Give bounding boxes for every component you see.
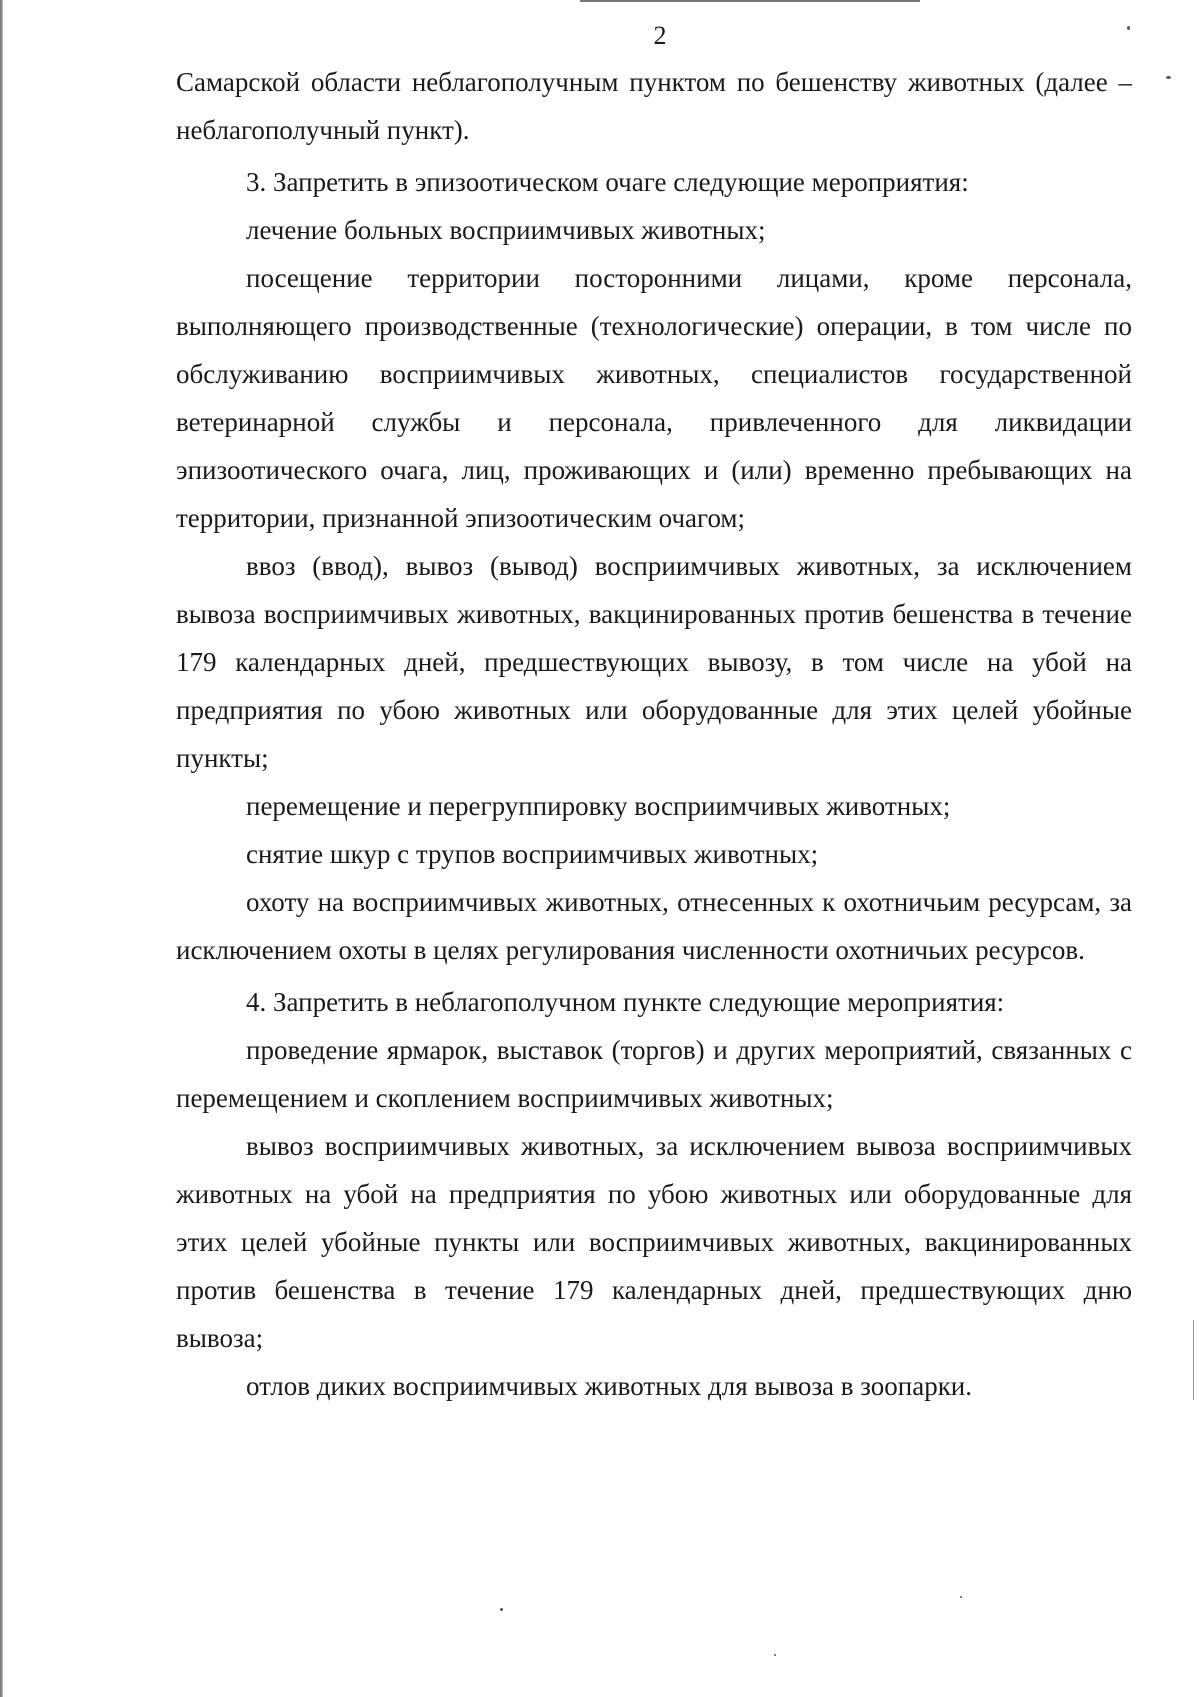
document-body — [176, 58, 1132, 1410]
paragraph-treatment: лечение больных восприимчивых животных; — [246, 215, 766, 245]
paragraph-trapping: отлов диких восприимчивых животных для вывоза в зоопарки. — [246, 1371, 973, 1401]
scan-edge-top — [580, 0, 920, 2]
paragraph-fairs: проведение ярмарок, выставок (торгов) и других мероприятий, связанных с перемещением и скоплением восприимчивых животных; — [176, 1035, 1132, 1113]
paragraph-item-3-heading: 3. Запретить в эпизоотическом очаге следующие мероприятия: — [246, 167, 969, 197]
paragraph-visits: посещение территории посторонними лицами, кроме персонала, выполняющего производственные (технологические) операции, в том числе по обслуживанию восприимчивых животных, специалистов государственной ветеринарной службы и персонала, привлеченного для ликвидации эпизоотического очага, лиц, проживающих и (или) временно пребывающих на территории, признанной эпизоотическим очагом; — [176, 263, 1132, 533]
paragraph-skinning: снятие шкур с трупов восприимчивых животных; — [246, 839, 819, 869]
paragraph-hunting: охоту на восприимчивых животных, отнесенных к охотничьим ресурсам, за исключением охоты в целях регулирования численности охотничьих ресурсов. — [176, 887, 1132, 965]
scan-speck — [1166, 76, 1171, 79]
scan-speck — [960, 1596, 962, 1598]
paragraph-item-4-heading: 4. Запретить в неблагополучном пункте следующие мероприятия: — [246, 987, 1005, 1017]
scan-edge-right — [1193, 1320, 1194, 1400]
paragraph-export: вывоз восприимчивых животных, за исключением вывоза восприимчивых животных на убой на предприятия по убою животных или оборудованные для этих целей убойные пункты или восприимчивых животных, вакцинированных против бешенства в течение 179 календарных дней, предшествующих дню вывоза; — [176, 1131, 1132, 1353]
paragraph-continuation: Самарской области неблагополучным пунктом по бешенству животных (далее – неблагополучный пункт). — [176, 67, 1132, 145]
page-number: 2 — [653, 21, 667, 50]
scan-speck — [1127, 26, 1130, 30]
paragraph-import-export: ввоз (ввод), вывоз (вывод) восприимчивых животных, за исключением вывоза восприимчивых животных, вакцинированных против бешенства в течение 179 календарных дней, предшествующих вывозу, в том числе на убой на предприятия по убою животных или оборудованные для этих целей убойные пункты; — [176, 551, 1132, 773]
scan-speck — [500, 1608, 503, 1611]
scan-speck — [774, 1654, 776, 1656]
scan-edge-left — [0, 0, 3, 1697]
paragraph-regrouping: перемещение и перегруппировку восприимчивых животных; — [246, 791, 951, 821]
